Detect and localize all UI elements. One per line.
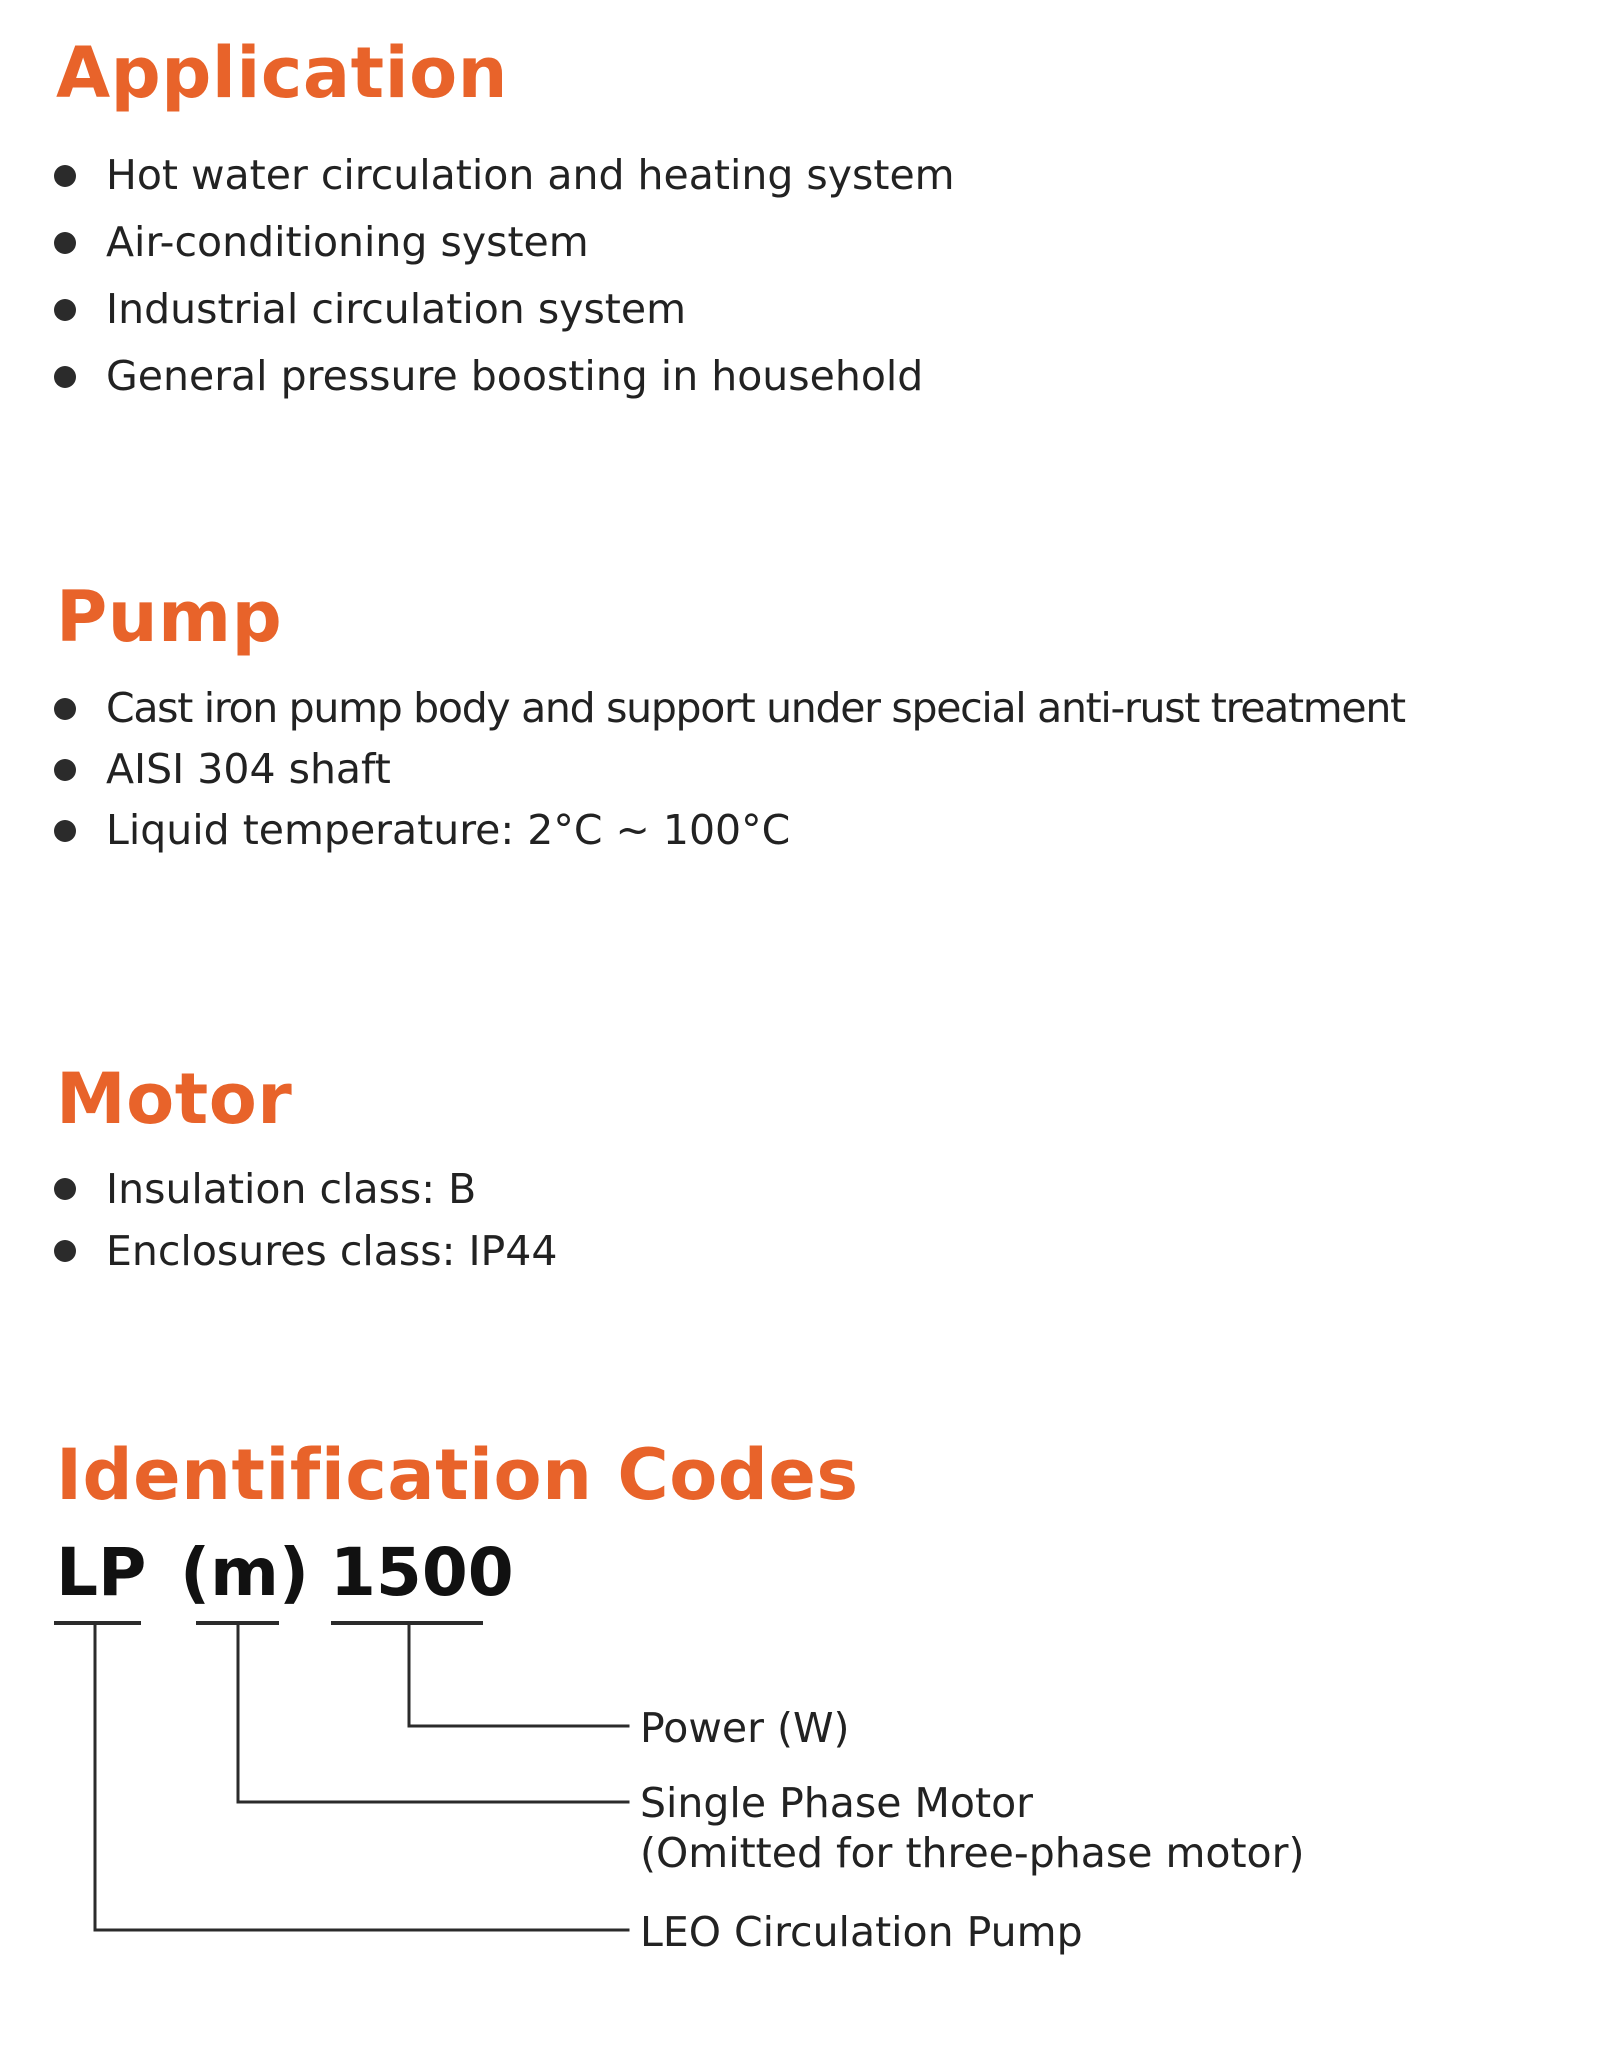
list-item: Liquid temperature: 2°C ~ 100°C bbox=[54, 800, 1405, 861]
list-item: Insulation class: B bbox=[54, 1158, 557, 1220]
list-item: Industrial circulation system bbox=[54, 276, 955, 343]
list-item: Air-conditioning system bbox=[54, 209, 955, 276]
legend-phase: Single Phase Motor bbox=[640, 1779, 1034, 1827]
legend-phase-note: (Omitted for three-phase motor) bbox=[640, 1829, 1305, 1877]
code-power: 1500 bbox=[330, 1534, 514, 1611]
legend-power: Power (W) bbox=[640, 1704, 850, 1752]
application-heading: Application bbox=[56, 32, 508, 114]
motor-heading: Motor bbox=[56, 1058, 293, 1140]
code-series: LP bbox=[56, 1534, 147, 1611]
legend-series: LEO Circulation Pump bbox=[640, 1908, 1083, 1956]
list-item: General pressure boosting in household bbox=[54, 343, 955, 410]
list-item: AISI 304 shaft bbox=[54, 739, 1405, 800]
list-item: Cast iron pump body and support under special anti-rust treatment bbox=[54, 678, 1405, 739]
identification-heading: Identification Codes bbox=[56, 1434, 859, 1516]
list-item: Enclosures class: IP44 bbox=[54, 1220, 557, 1282]
pump-heading: Pump bbox=[56, 576, 283, 658]
list-item: Hot water circulation and heating system bbox=[54, 142, 955, 209]
code-phase: (m) bbox=[180, 1534, 310, 1611]
